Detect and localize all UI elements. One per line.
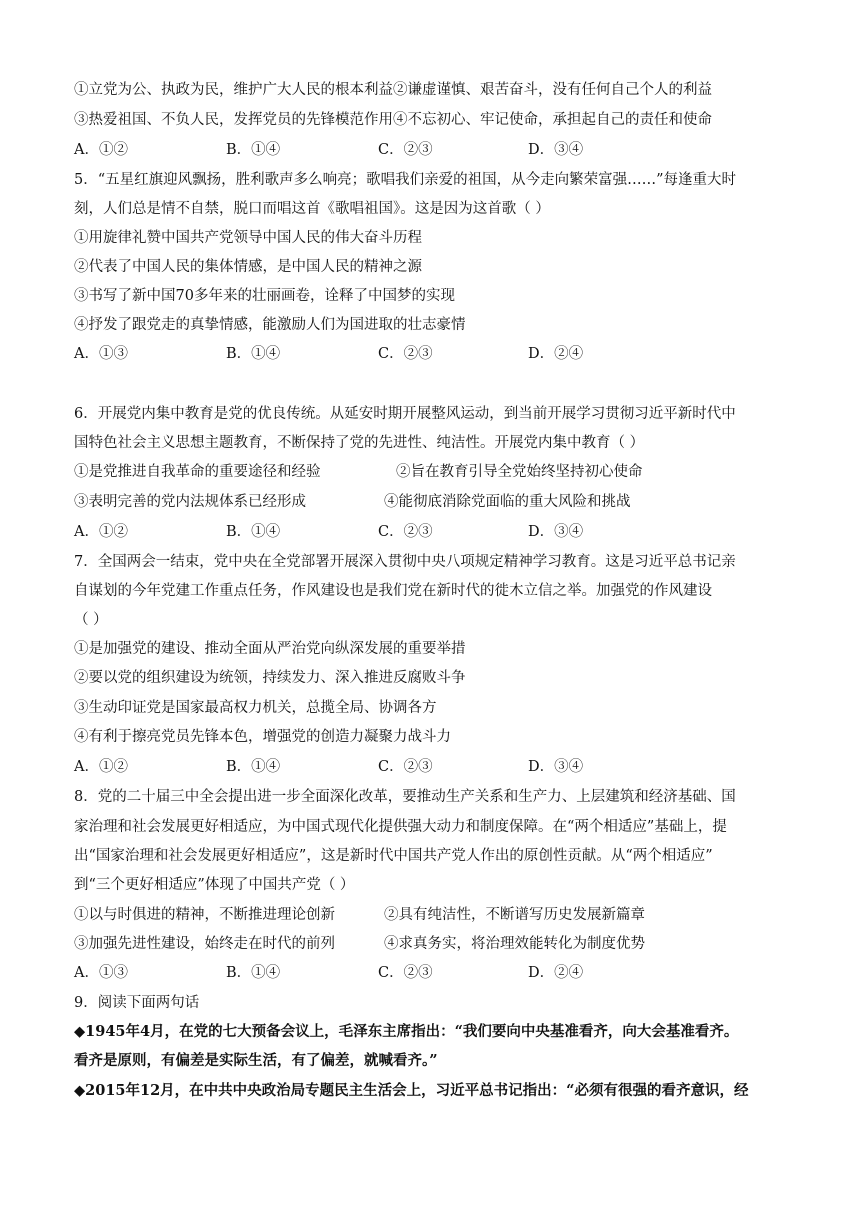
q7-stem-line-3: （ ）: [74, 612, 108, 628]
q6-statement-4: ④能彻底消除党面临的重大风险和挑战: [384, 494, 631, 510]
q8-statement-3: ③加强先进性建设，始终走在时代的前列: [74, 936, 335, 952]
q5-stem-line-2: 刻，人们总是情不自禁，脱口而唱这首《歌唱祖国》。这是因为这首歌（ ）: [74, 201, 550, 217]
q8-stem-line-4: 到“三个更好相适应”体现了中国共产党（ ）: [74, 877, 355, 893]
q7-statement-4: ④有利于擦亮党员先锋本色，增强党的创造力凝聚力战斗力: [74, 729, 451, 745]
q8-option-c[interactable]: C．②③: [378, 965, 433, 981]
q8-statement-1: ①以与时俱进的精神，不断推进理论创新: [74, 907, 335, 923]
q7-option-d[interactable]: D．③④: [528, 759, 584, 775]
q9-passage-1-line-2: 看齐是原则，有偏差是实际生活，有了偏差，就喊看齐。”: [74, 1052, 438, 1069]
q9-stem: 9．阅读下面两句话: [74, 995, 200, 1011]
q9-passage-2-line-1: ◆2015年12月，在中共中央政治局专题民主生活会上，习近平总书记指出：“必须有很强的看齐意识，经: [74, 1082, 749, 1099]
q5-stem-line-1: 5．“五星红旗迎风飘扬，胜利歌声多么响亮；歌唱我们亲爱的祖国，从今走向繁荣富强……”每逢重大时: [74, 172, 737, 188]
q6-option-a[interactable]: A．①②: [74, 524, 128, 540]
q4-statement-3-4: ③热爱祖国、不负人民，发挥党员的先锋模范作用④不忘初心、牢记使命，承担起自己的责任和使命: [74, 112, 712, 128]
q8-option-a[interactable]: A．①③: [74, 965, 128, 981]
q4-option-a[interactable]: A．①②: [74, 142, 128, 158]
q4-option-d[interactable]: D．③④: [528, 142, 584, 158]
q5-statement-2: ②代表了中国人民的集体情感，是中国人民的精神之源: [74, 259, 422, 275]
q8-option-b[interactable]: B．①④: [226, 965, 281, 981]
q6-statement-2: ②旨在教育引导全党始终坚持初心使命: [396, 464, 643, 480]
q7-option-c[interactable]: C．②③: [378, 759, 433, 775]
q7-stem-line-1: 7．全国两会一结束，党中央在全党部署开展深入贯彻中央八项规定精神学习教育。这是习近平总书记亲: [74, 554, 736, 570]
q5-option-b[interactable]: B．①④: [226, 346, 281, 362]
q5-statement-3: ③书写了新中国70多年来的壮丽画卷，诠释了中国梦的实现: [74, 288, 455, 304]
q8-stem-line-2: 家治理和社会发展更好相适应，为中国式现代化提供强大动力和制度保障。在“两个相适应”基础上，提: [74, 819, 727, 835]
q4-statement-1-2: ①立党为公、执政为民，维护广大人民的根本利益②谦虚谨慎、艰苦奋斗，没有任何自己个人的利益: [74, 82, 712, 98]
q7-option-b[interactable]: B．①④: [226, 759, 281, 775]
q5-statement-1: ①用旋律礼赞中国共产党领导中国人民的伟大奋斗历程: [74, 230, 422, 246]
q8-statement-4: ④求真务实，将治理效能转化为制度优势: [384, 936, 645, 952]
q6-option-d[interactable]: D．③④: [528, 524, 584, 540]
q5-option-c[interactable]: C．②③: [378, 346, 433, 362]
q9-passage-1-line-1: ◆1945年4月，在党的七大预备会议上，毛泽东主席指出：“我们要向中央基准看齐，向大会基准看齐。: [74, 1023, 739, 1040]
q6-option-b[interactable]: B．①④: [226, 524, 281, 540]
q6-option-c[interactable]: C．②③: [378, 524, 433, 540]
q7-option-a[interactable]: A．①②: [74, 759, 128, 775]
q5-statement-4: ④抒发了跟党走的真挚情感，能激励人们为国进取的壮志豪情: [74, 317, 466, 333]
q4-option-b[interactable]: B．①④: [226, 142, 281, 158]
q7-statement-3: ③生动印证党是国家最高权力机关，总揽全局、协调各方: [74, 700, 437, 716]
q8-statement-2: ②具有纯洁性，不断谱写历史发展新篇章: [384, 907, 645, 923]
q5-option-a[interactable]: A．①③: [74, 346, 128, 362]
q8-stem-line-1: 8．党的二十届三中全会提出进一步全面深化改革，要推动生产关系和生产力、上层建筑和经济基础、国: [74, 789, 736, 805]
q8-option-d[interactable]: D．②④: [528, 965, 584, 981]
q6-statement-1: ①是党推进自我革命的重要途径和经验: [74, 464, 321, 480]
q5-option-d[interactable]: D．②④: [528, 346, 584, 362]
q4-option-c[interactable]: C．②③: [378, 142, 433, 158]
q8-stem-line-3: 出“国家治理和社会发展更好相适应”，这是新时代中国共产党人作出的原创性贡献。从“两个相适应”: [74, 848, 713, 864]
q6-stem-line-1: 6．开展党内集中教育是党的优良传统。从延安时期开展整风运动，到当前开展学习贯彻习近平新时代中: [74, 406, 736, 422]
q7-stem-line-2: 自谋划的今年党建工作重点任务，作风建设也是我们党在新时代的徙木立信之举。加强党的作风建设: [74, 583, 712, 599]
q6-statement-3: ③表明完善的党内法规体系已经形成: [74, 494, 306, 510]
q7-statement-1: ①是加强党的建设、推动全面从严治党向纵深发展的重要举措: [74, 641, 466, 657]
q7-statement-2: ②要以党的组织建设为统领，持续发力、深入推进反腐败斗争: [74, 670, 466, 686]
q6-stem-line-2: 国特色社会主义思想主题教育，不断保持了党的先进性、纯洁性。开展党内集中教育（ ）: [74, 435, 645, 451]
